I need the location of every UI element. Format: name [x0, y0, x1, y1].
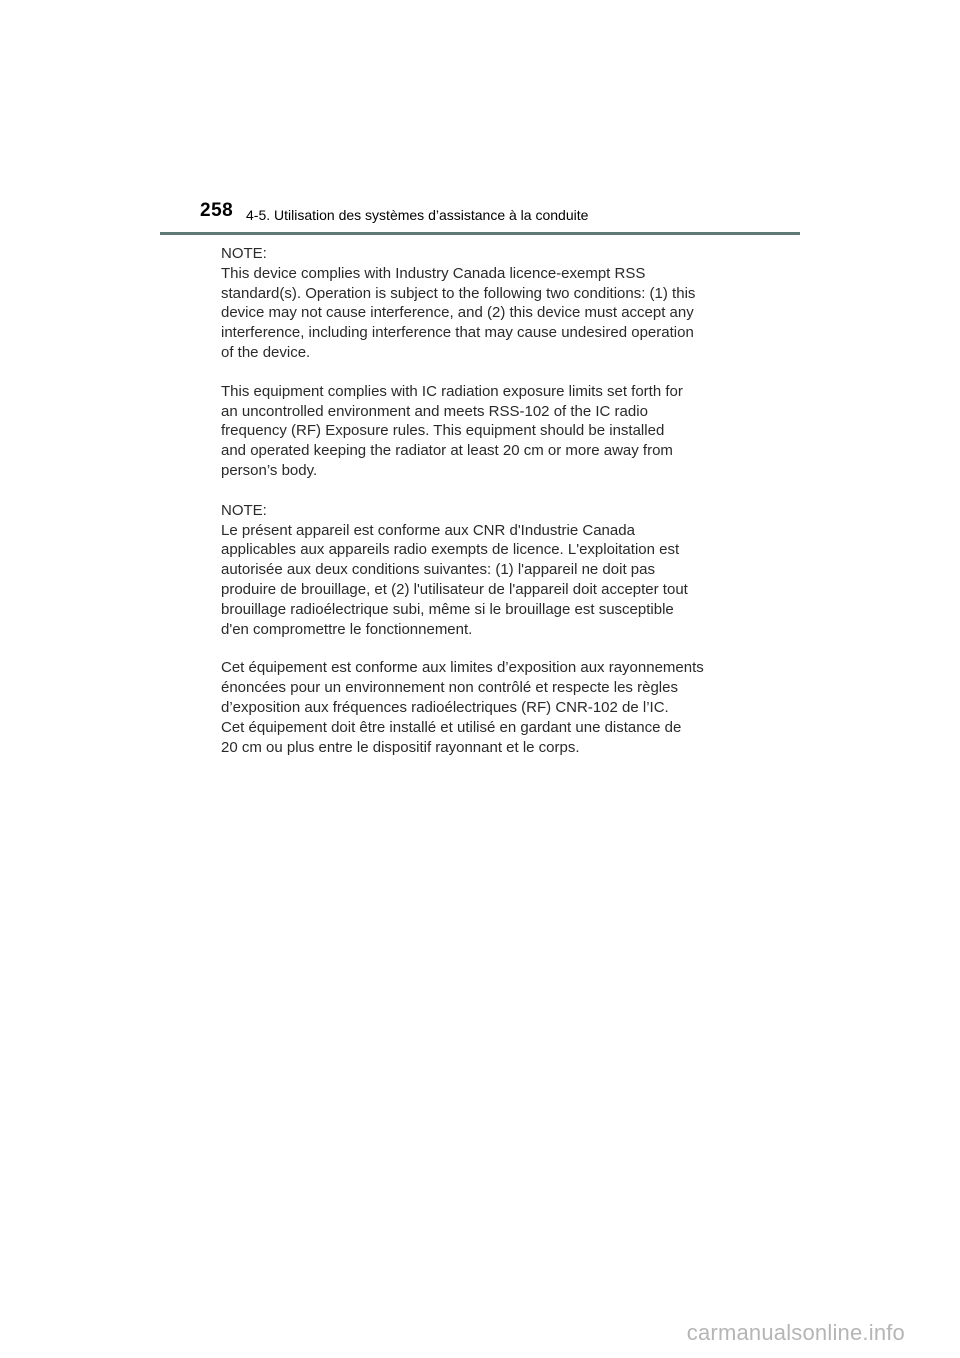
text-line: d’exposition aux fréquences radioélectriques (RF) CNR-102 de l’IC.	[221, 698, 669, 716]
page-number: 258	[200, 200, 234, 221]
text-line: autorisée aux deux conditions suivantes: (1) l'appareil ne doit pas	[221, 561, 655, 579]
radiation-exposure-english	[221, 382, 751, 481]
text-line: applicables aux appareils radio exempts de licence. L'exploitation est	[221, 541, 680, 559]
text-line: interference, including interference that may cause undesired operation	[221, 324, 694, 342]
header-divider	[160, 232, 800, 235]
text-line: brouillage radioélectrique subi, même si le brouillage est susceptible	[221, 600, 674, 618]
text-line: produire de brouillage, et (2) l'utilisateur de l'appareil doit accepter tout	[221, 580, 688, 598]
text-line: person’s body.	[221, 461, 318, 479]
text-line: d'en compromettre le fonctionnement.	[221, 620, 473, 638]
radiation-exposure-french	[221, 658, 751, 757]
document-body	[221, 244, 751, 757]
text-line: standard(s). Operation is subject to the following two conditions: (1) this	[221, 284, 696, 302]
page-header	[0, 0, 960, 240]
text-line: device may not cause interference, and (2) this device must accept any	[221, 304, 694, 322]
text-line: Le présent appareil est conforme aux CNR d'Industrie Canada	[221, 521, 635, 539]
text-line: This equipment complies with IC radiation exposure limits set forth for	[221, 382, 683, 400]
text-line: and operated keeping the radiator at least 20 cm or more away from	[221, 442, 673, 460]
note-english-ised	[221, 244, 751, 363]
note-label: NOTE:	[221, 245, 267, 262]
text-line: énoncées pour un environnement non contrôlé et respecte les règles	[221, 679, 678, 697]
text-line: This device complies with Industry Canada licence-exempt RSS	[221, 264, 646, 282]
text-line: 20 cm ou plus entre le dispositif rayonnant et le corps.	[221, 738, 580, 756]
note-french-cnr	[221, 501, 751, 640]
text-line: an uncontrolled environment and meets RSS-102 of the IC radio	[221, 402, 648, 420]
section-title: 4-5. Utilisation des systèmes d’assistance à la conduite	[246, 207, 589, 223]
text-line: Cet équipement doit être installé et utilisé en gardant une distance de	[221, 718, 682, 736]
text-line: frequency (RF) Exposure rules. This equipment should be installed	[221, 422, 665, 440]
text-line: of the device.	[221, 343, 311, 361]
site-watermark: carmanualsonline.info	[686, 1320, 905, 1345]
text-line: Cet équipement est conforme aux limites d’exposition aux rayonnements	[221, 659, 704, 677]
note-label: NOTE:	[221, 501, 267, 519]
